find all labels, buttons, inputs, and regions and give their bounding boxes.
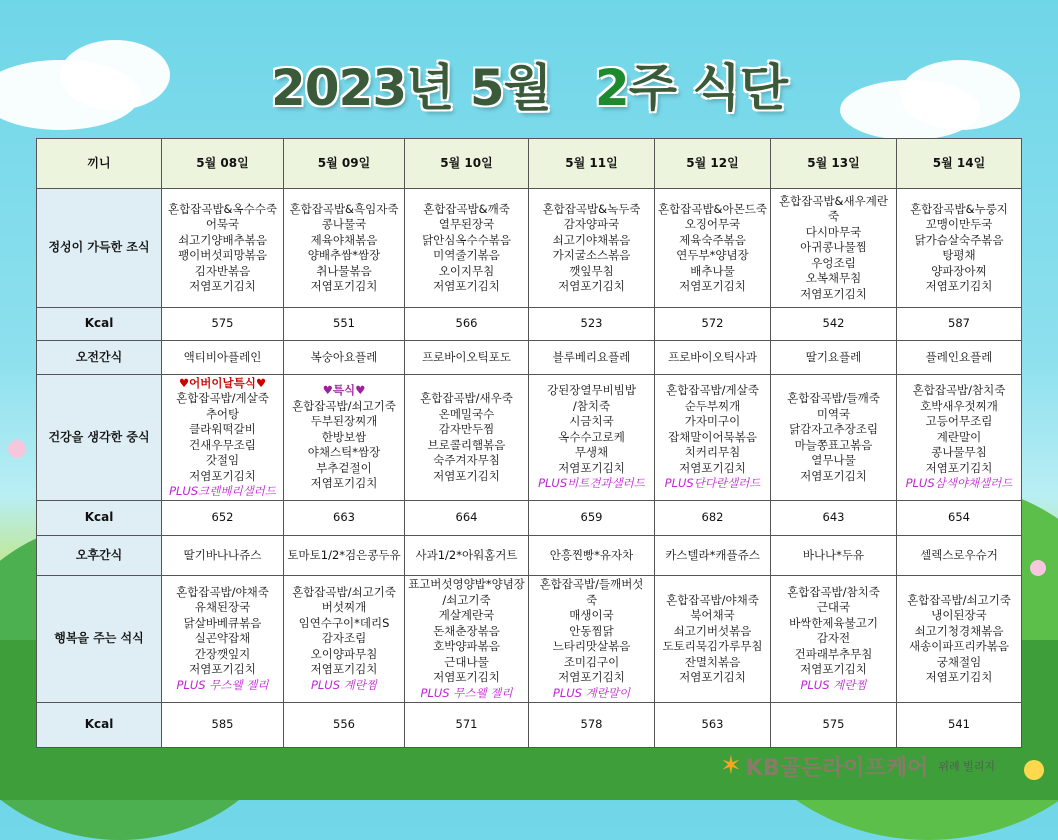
day-header: 5월 11일 <box>529 139 655 189</box>
kcal-value: 587 <box>897 308 1022 341</box>
plus-item: PLUS 무스웰 젤리 <box>176 677 269 692</box>
snack-cell: 셀렉스로우슈거 <box>897 536 1022 576</box>
snack-cell: 카스텔라*캐플쥬스 <box>655 536 771 576</box>
kcal-label: Kcal <box>37 501 162 536</box>
kcal-value: 566 <box>405 308 529 341</box>
flower <box>1030 560 1046 576</box>
meal-label-breakfast: 정성이 가득한 조식 <box>37 189 162 308</box>
kcal-value: 541 <box>897 703 1022 748</box>
menu-cell: ♥특식♥ 혼합잡곡밥/쇠고기죽 두부된장찌개 한방보쌈 야채스틱*쌈장 부추겉절이 저염포기김치 <box>284 375 405 501</box>
lunch-row <box>37 375 1022 501</box>
snack-cell: 프로바이오틱포도 <box>405 341 529 375</box>
kcal-value: 563 <box>655 703 771 748</box>
snack-cell: 바나나*두유 <box>771 536 897 576</box>
day-header: 5월 13일 <box>771 139 897 189</box>
snack-cell: 프로바이오틱사과 <box>655 341 771 375</box>
menu-cell: 혼합잡곡밥&녹두죽 감자양파국 쇠고기야채볶음 가지굴소스볶음 깻잎무침 저염포기김치 <box>529 189 655 308</box>
kcal-label: Kcal <box>37 703 162 748</box>
menu-cell: 혼합잡곡밥/쇠고기죽 냉이된장국 쇠고기청경채볶음 새송이파프리카볶음 궁채절임 저염포기김치 <box>897 576 1022 703</box>
meal-label-afternoon-snack: 오후간식 <box>37 536 162 576</box>
kcal-value: 664 <box>405 501 529 536</box>
day-header: 5월 09일 <box>284 139 405 189</box>
menu-cell: 혼합잡곡밥/들깨죽 미역국 닭감자고추장조림 마늘쫑표고볶음 열무나물 저염포기김치 <box>771 375 897 501</box>
kcal-value: 659 <box>529 501 655 536</box>
header-row <box>37 139 1022 189</box>
plus-item: PLUS비트견과샐러드 <box>538 476 645 491</box>
day-header: 5월 10일 <box>405 139 529 189</box>
menu-cell: 혼합잡곡밥&옥수수죽 어묵국 쇠고기양배추볶음 팽이버섯피망볶음 김자반볶음 저염포기김치 <box>162 189 284 308</box>
snack-cell: 플레인요플레 <box>897 341 1022 375</box>
snack-cell: 딸기요플레 <box>771 341 897 375</box>
kcal-value: 571 <box>405 703 529 748</box>
menu-cell: 혼합잡곡밥/들깨버섯 죽 매생이국 안동찜닭 느타리맛살볶음 조미김구이 저염포기김치 PLUS 계란말이 <box>529 576 655 703</box>
kcal-value: 542 <box>771 308 897 341</box>
meal-label-lunch: 건강을 생각한 중식 <box>37 375 162 501</box>
menu-cell: 혼합잡곡밥/쇠고기죽 버섯찌개 임연수구이*데리S 감자조림 오이양파무침 저염포기김치 PLUS 계란찜 <box>284 576 405 703</box>
kb-golden-life-care-logo <box>720 748 995 784</box>
kcal-value: 578 <box>529 703 655 748</box>
plus-item: PLUS크렌베리샐러드 <box>169 484 276 498</box>
day-header: 5월 12일 <box>655 139 771 189</box>
menu-cell: 혼합잡곡밥&아몬드죽 오징어무국 제육숙주볶음 연두부*양념장 배추나물 저염포기김치 <box>655 189 771 308</box>
menu-cell: 혼합잡곡밥/참치죽 근대국 바싹한제육불고기 감자전 건파래부추무침 저염포기김치 PLUS 계란찜 <box>771 576 897 703</box>
kcal-value: 643 <box>771 501 897 536</box>
kcal-value: 556 <box>284 703 405 748</box>
kcal-value: 663 <box>284 501 405 536</box>
kcal-value: 551 <box>284 308 405 341</box>
kcal-row-breakfast <box>37 308 1022 341</box>
corner-header: 끼니 <box>37 139 162 189</box>
menu-cell: 혼합잡곡밥/야채죽 북어채국 쇠고기버섯볶음 도토리묵김가루무침 잔멸치볶음 저염포기김치 <box>655 576 771 703</box>
kcal-value: 575 <box>162 308 284 341</box>
snack-cell: 안흥찐빵*유자차 <box>529 536 655 576</box>
title-week-number: 2 <box>594 59 629 117</box>
plus-item: PLUS단다란샐러드 <box>664 476 761 491</box>
plus-item: PLUS 계란말이 <box>552 685 631 700</box>
snack-cell: 액티비아플레인 <box>162 341 284 375</box>
menu-cell: 강된장열무비빔밥 /참치죽 시금치국 옥수수고로케 무생채 저염포기김치 PLUS비트견과샐러드 <box>529 375 655 501</box>
menu-cell: 혼합잡곡밥/참치죽 호박새우젓찌개 고등어무조림 계란말이 콩나물무침 저염포기김치 PLUS삼색야채샐러드 <box>897 375 1022 501</box>
dinner-row <box>37 576 1022 703</box>
star-icon: ✶ <box>720 751 742 781</box>
kcal-value: 654 <box>897 501 1022 536</box>
breakfast-row <box>37 189 1022 308</box>
flower <box>8 440 26 458</box>
meal-plan-table <box>36 138 1022 748</box>
menu-cell: 표고버섯영양밥*양념장 /쇠고기죽 게살계란국 돈채춘장볶음 호박양파볶음 근대나물 저염포기김치 PLUS 무스웰 젤리 <box>405 576 529 703</box>
kcal-row-dinner <box>37 703 1022 748</box>
morning-snack-row <box>37 341 1022 375</box>
day-header: 5월 14일 <box>897 139 1022 189</box>
afternoon-snack-row <box>37 536 1022 576</box>
flower <box>1024 760 1044 780</box>
kcal-value: 523 <box>529 308 655 341</box>
snack-cell: 복숭아요플레 <box>284 341 405 375</box>
meal-label-morning-snack: 오전간식 <box>37 341 162 375</box>
menu-cell: 혼합잡곡밥/게살죽 순두부찌개 가자미구이 잡채말이어묵볶음 치커리무침 저염포기김치 PLUS단다란샐러드 <box>655 375 771 501</box>
menu-cell: ♥어버이날특식♥ 혼합잡곡밥/게살죽 추어탕 클라워떡갈비 건새우무조림 갓절임 저염포기김치 PLUS크렌베리샐러드 <box>162 375 284 501</box>
kcal-row-lunch <box>37 501 1022 536</box>
logo-text: KB골든라이프케어 <box>745 755 929 781</box>
snack-cell: 딸기바나나쥬스 <box>162 536 284 576</box>
special-meal-label: ♥특식♥ <box>322 383 366 398</box>
title-month: 2023년 5월 <box>270 59 551 117</box>
kcal-value: 585 <box>162 703 284 748</box>
menu-cell: 혼합잡곡밥&깨죽 열무된장국 닭안심옥수수볶음 미역줄기볶음 오이지무침 저염포기김치 <box>405 189 529 308</box>
special-meal-label: ♥어버이날특식♥ <box>178 375 267 390</box>
menu-cell: 혼합잡곡밥/야채죽 유채된장국 닭살바베큐볶음 실곤약잡채 간장깻잎지 저염포기김치 PLUS 무스웰 젤리 <box>162 576 284 703</box>
plus-item: PLUS 무스웰 젤리 <box>420 685 513 700</box>
kcal-value: 652 <box>162 501 284 536</box>
menu-cell: 혼합잡곡밥&새우계란 죽 다시마무국 아귀콩나물찜 우엉조림 오복채무침 저염포기김치 <box>771 189 897 308</box>
kcal-label: Kcal <box>37 308 162 341</box>
kcal-value: 575 <box>771 703 897 748</box>
menu-cell: 혼합잡곡밥&누룽지 꼬맹이만두국 닭가슴살숙주볶음 탕평채 양파장아찌 저염포기김치 <box>897 189 1022 308</box>
kcal-value: 682 <box>655 501 771 536</box>
kcal-value: 572 <box>655 308 771 341</box>
snack-cell: 블루베리요플레 <box>529 341 655 375</box>
plus-item: PLUS 계란찜 <box>310 677 378 692</box>
menu-cell: 혼합잡곡밥&흑임자죽 콩나물국 제육야채볶음 양배추쌈*쌈장 취나물볶음 저염포기김치 <box>284 189 405 308</box>
page-title <box>0 48 1058 120</box>
logo-slogan: 위례 빌리지 <box>938 760 996 773</box>
snack-cell: 사과1/2*아워홈거트 <box>405 536 529 576</box>
snack-cell: 토마토1/2*검은콩두유 <box>284 536 405 576</box>
meal-label-dinner: 행복을 주는 석식 <box>37 576 162 703</box>
menu-cell: 혼합잡곡밥/새우죽 온메밀국수 감자만두찜 브로콜리햄볶음 숙주겨자무침 저염포기김치 <box>405 375 529 501</box>
day-header: 5월 08일 <box>162 139 284 189</box>
plus-item: PLUS 계란찜 <box>800 677 867 692</box>
title-suffix: 주 식단 <box>628 59 788 117</box>
plus-item: PLUS삼색야채샐러드 <box>905 476 1013 491</box>
